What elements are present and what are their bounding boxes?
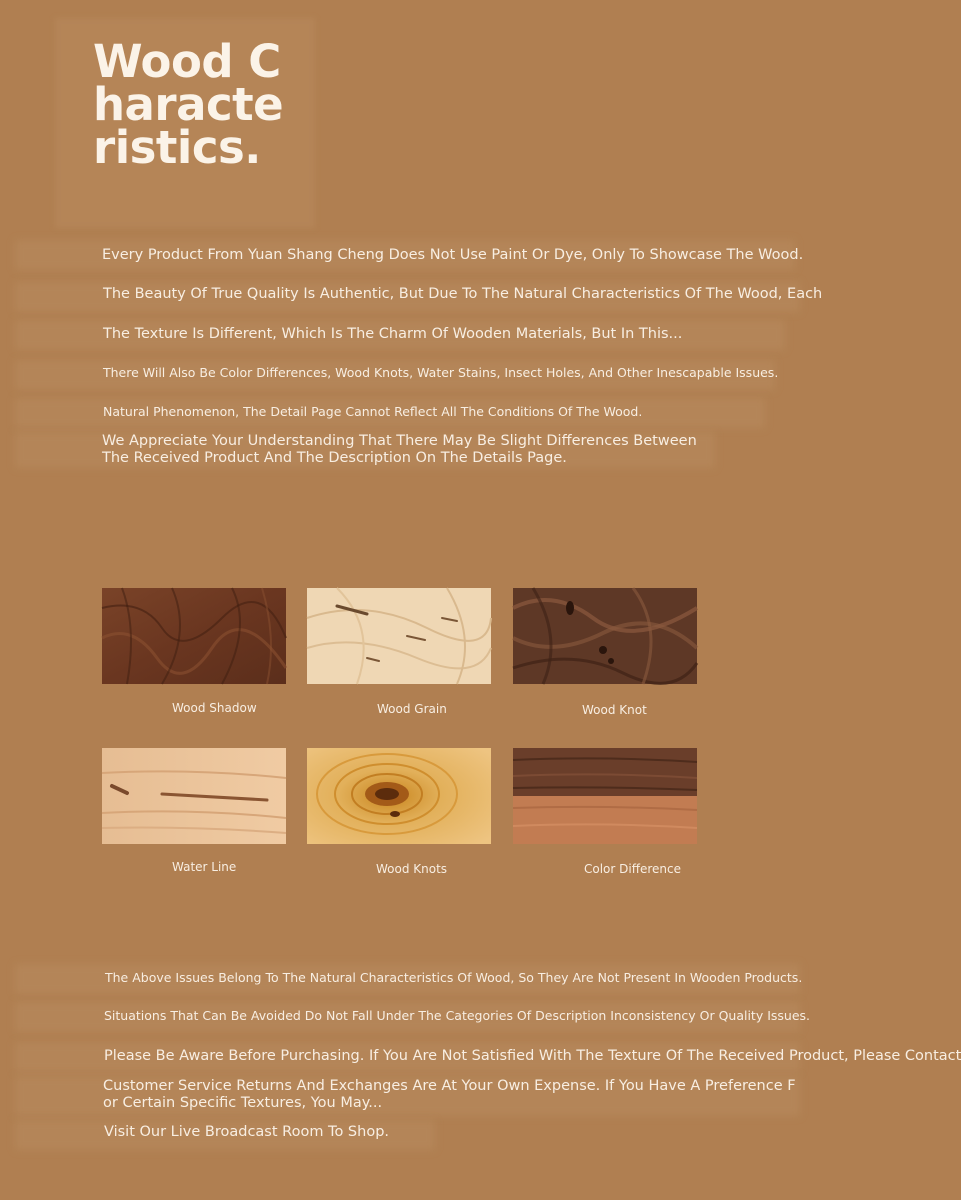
- sample-caption: Wood Grain: [377, 702, 447, 716]
- sample-caption: Wood Shadow: [172, 701, 257, 715]
- intro-line: Natural Phenomenon, The Detail Page Cannot Reflect All The Conditions Of The Wood.: [103, 404, 643, 419]
- page-title: Wood Characteristics.: [93, 35, 284, 174]
- intro-line: We Appreciate Your Understanding That There May Be Slight Differences Between The Received Product And The Description On The Details Page.: [102, 433, 697, 466]
- wood-shadow-image: [102, 588, 286, 684]
- footer-line: Customer Service Returns And Exchanges Are At Your Own Expense. If You Have A Preference For Certain Specific Textures, You May...: [103, 1078, 796, 1111]
- intro-line: The Texture Is Different, Which Is The Charm Of Wooden Materials, But In This...: [103, 326, 683, 342]
- sample-caption: Wood Knots: [376, 862, 448, 876]
- sample-caption: Water Line: [172, 860, 237, 874]
- wood-knot-image: [513, 588, 697, 684]
- color-difference-image: [513, 748, 697, 844]
- wood-knots-image: [307, 748, 491, 844]
- footer-line: Situations That Can Be Avoided Do Not Fall Under The Categories Of Description Inconsistency Or Quality Issues.: [104, 1008, 811, 1023]
- sample-caption: Wood Knot: [582, 703, 647, 717]
- water-line-image: [102, 748, 286, 844]
- sample-caption: Color Difference: [584, 862, 682, 876]
- intro-line: Every Product From Yuan Shang Cheng Does Not Use Paint Or Dye, Only To Showcase The Wood.: [102, 247, 804, 263]
- footer-line: The Above Issues Belong To The Natural Characteristics Of Wood, So They Are Not Present In Wooden Products.: [105, 970, 803, 985]
- intro-line: The Beauty Of True Quality Is Authentic, But Due To The Natural Characteristics Of The Wood, Each: [103, 286, 823, 302]
- footer-line: Please Be Aware Before Purchasing. If You Are Not Satisfied With The Texture Of The Received Product, Please Contact: [104, 1048, 961, 1064]
- intro-line: There Will Also Be Color Differences, Wood Knots, Water Stains, Insect Holes, And Other Inescapable Issues.: [103, 365, 779, 380]
- footer-line: Visit Our Live Broadcast Room To Shop.: [104, 1124, 390, 1140]
- wood-grain-image: [307, 588, 491, 684]
